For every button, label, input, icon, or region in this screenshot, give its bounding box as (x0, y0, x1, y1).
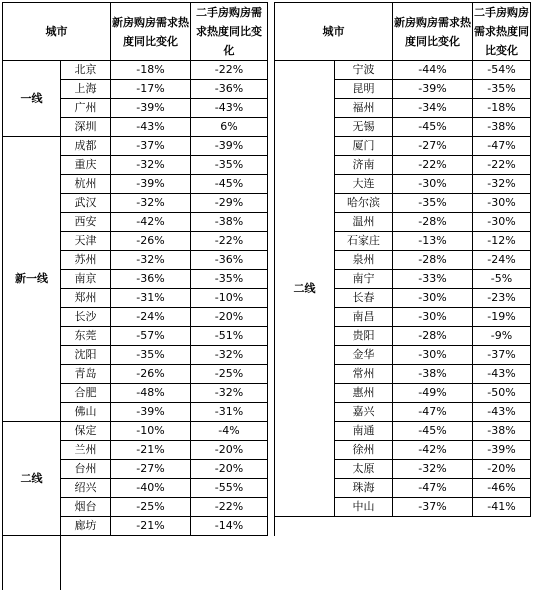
cell-new: -45% (393, 422, 473, 441)
table-row (3, 422, 531, 441)
column-separator (268, 270, 275, 289)
column-separator (268, 232, 275, 251)
cell-new: -17% (111, 80, 191, 99)
tier-label: 二线 (3, 422, 61, 536)
cell-second: -9% (473, 327, 531, 346)
cell-second: -22% (191, 498, 268, 517)
cell-city: 贵阳 (335, 327, 393, 346)
cell-city: 哈尔滨 (335, 194, 393, 213)
cell-new: -45% (393, 118, 473, 137)
table-row (3, 156, 531, 175)
column-separator (3, 554, 61, 572)
cell-second: -37% (473, 346, 531, 365)
cell-second: -39% (191, 137, 268, 156)
column-separator (268, 156, 275, 175)
cell-new: -42% (393, 441, 473, 460)
cell-new: -32% (393, 460, 473, 479)
cell-city: 太原 (335, 460, 393, 479)
cell-new: -37% (111, 137, 191, 156)
cell-city: 深圳 (61, 118, 111, 137)
cell-new: -18% (111, 61, 191, 80)
cell-new: -48% (111, 384, 191, 403)
column-separator (268, 3, 275, 61)
header-city-left: 城市 (3, 3, 111, 61)
cell-new: -40% (111, 479, 191, 498)
cell-city: 北京 (61, 61, 111, 80)
table-row (3, 365, 531, 384)
header-row (3, 3, 531, 61)
cell-city: 青岛 (61, 365, 111, 384)
cell-city: 南通 (335, 422, 393, 441)
table-row (3, 403, 531, 422)
column-separator (268, 327, 275, 346)
header-second-right: 二手房购房需求热度同比变化 (473, 3, 531, 61)
table-row (3, 517, 531, 536)
cell-new: -27% (111, 460, 191, 479)
cell-city: 西安 (61, 213, 111, 232)
cell-second: 6% (191, 118, 268, 137)
cell-city: 昆明 (335, 80, 393, 99)
cell-second: -35% (191, 270, 268, 289)
cell-second: -38% (473, 422, 531, 441)
column-separator (268, 346, 275, 365)
table-row (3, 346, 531, 365)
cell-city: 沈阳 (61, 346, 111, 365)
column-separator (268, 175, 275, 194)
cell-new: -28% (393, 327, 473, 346)
table-row (3, 137, 531, 156)
cell-city: 徐州 (335, 441, 393, 460)
cell-city: 烟台 (61, 498, 111, 517)
cell-second: -47% (473, 137, 531, 156)
cell-second: -20% (473, 460, 531, 479)
column-separator (268, 251, 275, 270)
cell-new: -32% (111, 251, 191, 270)
cell-new: -31% (111, 289, 191, 308)
tier-label: 二线 (275, 61, 335, 517)
cell-city: 苏州 (61, 251, 111, 270)
cell-city: 郑州 (61, 289, 111, 308)
cell-new: -39% (111, 403, 191, 422)
cell-second: -30% (473, 213, 531, 232)
cell-second: -19% (473, 308, 531, 327)
cell-new: -21% (111, 441, 191, 460)
column-separator (268, 498, 275, 517)
cell-new: -39% (111, 175, 191, 194)
column-separator (268, 441, 275, 460)
cell-city: 南宁 (335, 270, 393, 289)
cell-second: -32% (473, 175, 531, 194)
cell-second: -5% (473, 270, 531, 289)
table-row (3, 175, 531, 194)
cell-second: -46% (473, 479, 531, 498)
cell-second: -54% (473, 61, 531, 80)
cell-second: -45% (191, 175, 268, 194)
tier-label: 一线 (3, 61, 61, 137)
cell-new: -39% (111, 99, 191, 118)
cell-second: -50% (473, 384, 531, 403)
cell-second: -30% (473, 194, 531, 213)
column-separator (268, 517, 275, 536)
table-row (3, 384, 531, 403)
cell-city: 石家庄 (335, 232, 393, 251)
table-row (3, 80, 531, 99)
cell-city: 东莞 (61, 327, 111, 346)
table-row (3, 498, 531, 517)
cell-second: -29% (191, 194, 268, 213)
cell-new: -34% (393, 99, 473, 118)
cell-second: -43% (473, 365, 531, 384)
column-separator (268, 80, 275, 99)
cell-second: -24% (473, 251, 531, 270)
cell-second: -14% (191, 517, 268, 536)
cell-new: -30% (393, 346, 473, 365)
table-row (3, 232, 531, 251)
cell-city: 成都 (61, 137, 111, 156)
cell-city: 合肥 (61, 384, 111, 403)
cell-new: -37% (393, 498, 473, 517)
cell-second: -12% (473, 232, 531, 251)
cell-new: -36% (111, 270, 191, 289)
cell-city: 福州 (335, 99, 393, 118)
cell-new: -30% (393, 308, 473, 327)
cell-second: -43% (191, 99, 268, 118)
column-separator (3, 572, 61, 590)
column-separator (268, 213, 275, 232)
cell-city: 常州 (335, 365, 393, 384)
cell-new: -10% (111, 422, 191, 441)
cell-second: -38% (191, 213, 268, 232)
table-row (3, 289, 531, 308)
cell-second: -43% (473, 403, 531, 422)
table-row (3, 99, 531, 118)
cell-city: 保定 (61, 422, 111, 441)
cell-second: -31% (191, 403, 268, 422)
cell-new: -25% (111, 498, 191, 517)
cell-city: 金华 (335, 346, 393, 365)
cell-city: 温州 (335, 213, 393, 232)
column-separator (268, 422, 275, 441)
cell-city: 兰州 (61, 441, 111, 460)
column-separator (268, 61, 275, 80)
cell-second: -35% (191, 156, 268, 175)
cell-second: -20% (191, 441, 268, 460)
cell-second: -38% (473, 118, 531, 137)
column-separator (268, 118, 275, 137)
cell-new: -47% (393, 479, 473, 498)
cell-new: -30% (393, 289, 473, 308)
cell-city: 杭州 (61, 175, 111, 194)
cell-second: -18% (473, 99, 531, 118)
table-row (3, 270, 531, 289)
cell-city: 重庆 (61, 156, 111, 175)
cell-new: -26% (111, 365, 191, 384)
cell-new: -32% (111, 194, 191, 213)
column-separator (268, 137, 275, 156)
cell-new: -35% (111, 346, 191, 365)
demand-table (2, 2, 531, 590)
cell-city: 泉州 (335, 251, 393, 270)
column-separator (268, 460, 275, 479)
cell-city: 武汉 (61, 194, 111, 213)
cell-second: -32% (191, 346, 268, 365)
cell-city: 宁波 (335, 61, 393, 80)
column-separator (268, 308, 275, 327)
column-separator (268, 365, 275, 384)
cell-new: -38% (393, 365, 473, 384)
column-separator (268, 403, 275, 422)
cell-city: 佛山 (61, 403, 111, 422)
table-body (3, 61, 531, 590)
cell-new: -32% (111, 156, 191, 175)
cell-new: -57% (111, 327, 191, 346)
tier-label: 新一线 (3, 137, 61, 422)
cell-city: 绍兴 (61, 479, 111, 498)
cell-city: 广州 (61, 99, 111, 118)
table-row (3, 479, 531, 498)
column-separator (268, 99, 275, 118)
cell-second: -22% (191, 232, 268, 251)
cell-new: -30% (393, 175, 473, 194)
cell-second: -10% (191, 289, 268, 308)
cell-new: -22% (393, 156, 473, 175)
cell-city: 上海 (61, 80, 111, 99)
table-row (3, 460, 531, 479)
cell-second: -22% (191, 61, 268, 80)
cell-city: 中山 (335, 498, 393, 517)
cell-city: 天津 (61, 232, 111, 251)
column-separator (268, 479, 275, 498)
cell-second: -20% (191, 308, 268, 327)
cell-new: -44% (393, 61, 473, 80)
table-row (3, 327, 531, 346)
cell-second: -36% (191, 251, 268, 270)
cell-second: -23% (473, 289, 531, 308)
table-row (3, 308, 531, 327)
cell-second: -4% (191, 422, 268, 441)
cell-new: -13% (393, 232, 473, 251)
cell-city: 惠州 (335, 384, 393, 403)
cell-new: -28% (393, 213, 473, 232)
cell-new: -24% (111, 308, 191, 327)
cell-city: 长沙 (61, 308, 111, 327)
cell-new: -42% (111, 213, 191, 232)
cell-second: -55% (191, 479, 268, 498)
cell-second: -25% (191, 365, 268, 384)
cell-new: -21% (111, 517, 191, 536)
table-row (3, 251, 531, 270)
cell-city: 嘉兴 (335, 403, 393, 422)
column-separator (268, 384, 275, 403)
header-new-right: 新房购房需求热度同比变化 (393, 3, 473, 61)
cell-new: -35% (393, 194, 473, 213)
cell-second: -51% (191, 327, 268, 346)
cell-city: 南京 (61, 270, 111, 289)
cell-city: 大连 (335, 175, 393, 194)
header-new-left: 新房购房需求热度同比变化 (111, 3, 191, 61)
cell-second: -39% (473, 441, 531, 460)
cell-city: 长春 (335, 289, 393, 308)
cell-new: -39% (393, 80, 473, 99)
table-row (3, 441, 531, 460)
cell-second: -41% (473, 498, 531, 517)
cell-new: -27% (393, 137, 473, 156)
cell-city: 珠海 (335, 479, 393, 498)
table-row (3, 213, 531, 232)
column-separator (268, 194, 275, 213)
cell-new: -28% (393, 251, 473, 270)
table-row (3, 118, 531, 137)
cell-new: -49% (393, 384, 473, 403)
cell-city: 厦门 (335, 137, 393, 156)
cell-city: 南昌 (335, 308, 393, 327)
cell-new: -26% (111, 232, 191, 251)
cell-second: -22% (473, 156, 531, 175)
column-separator (268, 289, 275, 308)
cell-second: -36% (191, 80, 268, 99)
cell-city: 无锡 (335, 118, 393, 137)
cell-second: -20% (191, 460, 268, 479)
cell-second: -35% (473, 80, 531, 99)
empty-area (275, 517, 531, 590)
cell-new: -33% (393, 270, 473, 289)
cell-city: 廊坊 (61, 517, 111, 536)
table-row (3, 61, 531, 80)
cell-new: -47% (393, 403, 473, 422)
table-row (3, 194, 531, 213)
cell-second: -32% (191, 384, 268, 403)
column-separator (3, 536, 61, 555)
cell-city: 台州 (61, 460, 111, 479)
cell-new: -43% (111, 118, 191, 137)
header-second-left: 二手房购房需求热度同比变化 (191, 3, 268, 61)
header-city-right: 城市 (275, 3, 393, 61)
cell-city: 济南 (335, 156, 393, 175)
